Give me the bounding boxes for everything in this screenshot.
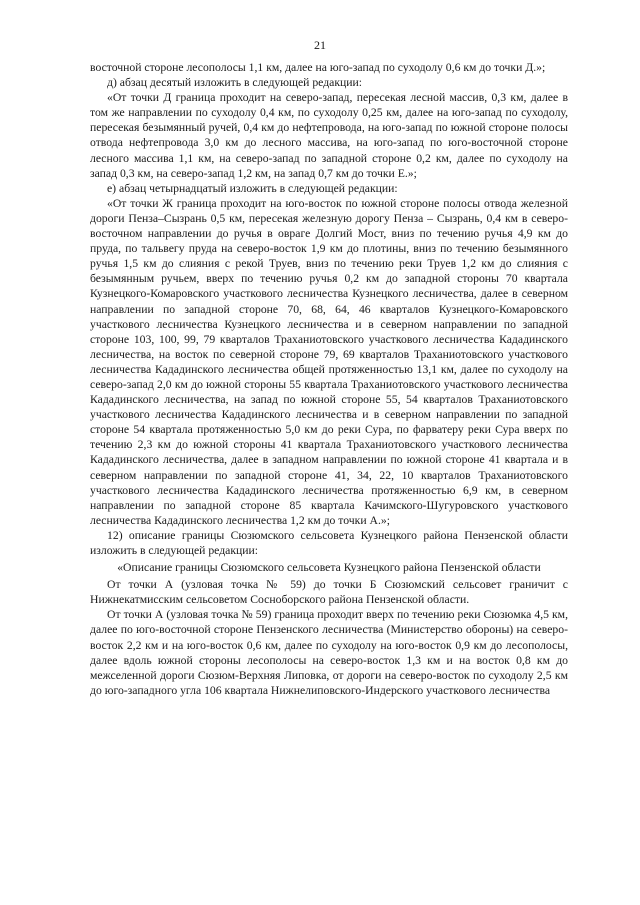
page-number: 21 xyxy=(314,38,326,52)
paragraph-continuation: восточной стороне лесополосы 1,1 км, далее на юго-запад по суходолу 0,6 км до точки Д.»; xyxy=(90,61,546,74)
paragraph-amendment-e: е) абзац четырнадцатый изложить в следующей редакции: xyxy=(107,181,398,195)
section-heading: «Описание границы Сюзюмского сельсовета Кузнецкого района Пензенской области xyxy=(117,561,541,575)
paragraph-item-12: 12) описание границы Сюзюмского сельсовета Кузнецкого района Пензенской области изложить в следующей редакции: xyxy=(90,528,568,557)
paragraph-amendment-d: д) абзац десятый изложить в следующей редакции: xyxy=(107,76,363,90)
paragraph-point-a-description: От точки А (узловая точка № 59) граница проходит вверх по течению реки Сюзюмка 4,5 км, далее по юго-восточной стороне Пензенского лесничества (Министерство обороны) на северо-восток 2,2 км и на юго-восток 0,6 км, далее по суходолу на юго-восток 0,9 км до лесополосы, далее вдоль южной стороны лесополосы на северо-восток 1,3 км и на восток 0,8 км до межселенной дороги Сюзюм-Верхняя Липовка, от дороги на северо-восток по суходолу 2,5 км до юго-западного угла 106 квартала Нижнелиповского-Индерского участкового лесничества xyxy=(90,608,568,697)
paragraph-point-a-to-b: От точки А (узловая точка № 59) до точки Б Сюзюмский сельсовет граничит с Нижнекатмисским сельсоветом Сосноборского района Пензенской области. xyxy=(90,578,568,607)
paragraph-point-zh-description: «От точки Ж граница проходит на юго-восток по южной стороне полосы отвода железной дороги Пенза–Сызрань 0,5 км, пересекая железную дорогу Пенза – Сызрань, 0,4 км в северо-восточном направлении до ручья в овраге Долгий Мост, вниз по течению ручья 4,9 км до пруда, по тальвегу пруда на северо-восток 1,9 км до плотины, вниз по течению безымянного ручья 1,5 км до слияния с рекой Труев, вниз по течению реки Труев 1,2 км до слияния с безымянным ручьем, вверх по течению ручья 0,2 км до западной стороны 70 квартала Кузнецкого-Комаровского участкового лесничества Кузнецкого лесничества, далее в северном направлении по западной стороне 70, 68, 64, 46 кварталов Кузнецкого-Комаровского участкового лесничества Кузнецкого лесничества и в северном направлении по западной стороне 103, 100, 99, 79 кварталов Трахaниотовского участкового лесничества Кададинского лесничества, на восток по северной стороне 79, 69 кварталов Трахaниотовского участкового лесничества Кададинского лесничества общей протяженностью 13,1 км, далее по суходолу на северо-запад 2,0 км до южной стороны 55 квартала Трахaниотовского участкового лесничества Кададинского лесничества, на запад по южной стороне 55, 54 кварталов Трахaниотовского участкового лесничества Кададинского лесничества и в северном направлении по западной стороне 54 квартала протяженностью 5,0 км до реки Сура, по фарватеру реки Сура вверх по течению 2,3 км до южной стороны 41 квартала Трахaниотовского участкового лесничества Кададинского лесничества, далее в западном направлении по южной стороне 41 квартала и в северном направлении по западной стороне 41, 34, 22, 10 кварталов Трахaниотовского участкового лесничества Кададинского лесничества протяженностью 6,9 км, в северном направлении по западной стороне 85 квартала Качимского-Шугуровского участкового лесничества Кададинского лесничества 1,2 км до точки А.»; xyxy=(90,196,568,527)
document-body xyxy=(90,60,568,698)
paragraph-point-d-description: «От точки Д граница проходит на северо-запад, пересекая лесной массив, 0,3 км, далее в том же направлении по суходолу 0,4 км, по суходолу 0,25 км, далее на юго-запад по суходолу, пересекая безымянный ручей, 0,4 км до нефтепровода, на юго-запад по южной стороне полосы отвода нефтепровода 3,0 км до лесного массива, на юго-запад по юго-восточной стороне лесного массива 1,1 км, на северо-запад по западной стороне 0,2 км, далее по суходолу на запад 0,3 км, на северо-запад 1,2 км, на запад 0,7 км до точки Е.»; xyxy=(90,91,568,180)
